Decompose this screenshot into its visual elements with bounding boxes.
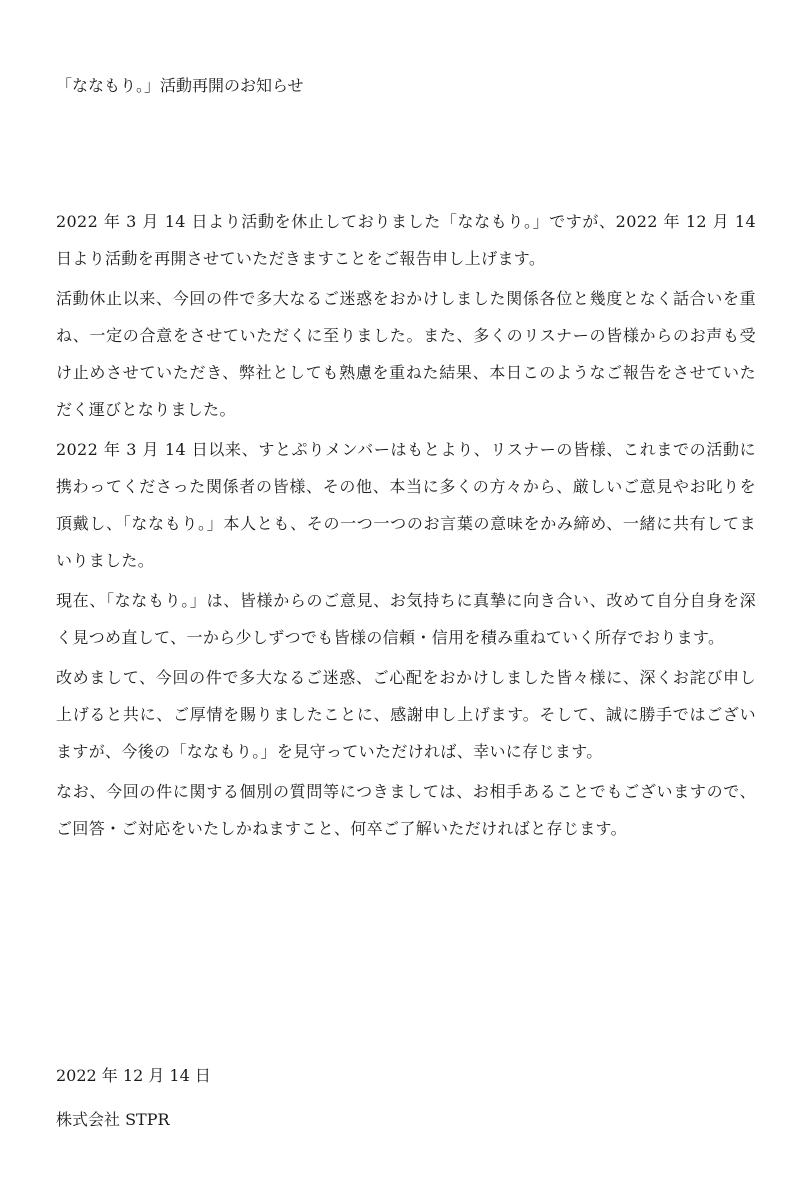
document-body	[56, 203, 756, 847]
document-title: 「ななもり。」活動再開のお知らせ	[56, 76, 304, 95]
paragraph-current-status: 現在、「ななもり。」は、皆様からのご意見、お気持ちに真摯に向き合い、改めて自分自身を深く見つめ直して、一から少しずつでも皆様の信頼・信用を積み重ねていく所存でおります。	[56, 591, 756, 647]
paragraph-resumption-announcement: 2022 年 3 月 14 日より活動を休止しておりました「ななもり。」ですが、2022 年 12 月 14 日より活動を再開させていただきますことをご報告申し上げます。	[56, 212, 756, 268]
paragraph-apology: 改めまして、今回の件で多大なるご迷惑、ご心配をおかけしました皆々様に、深くお詫び申し上げると共に、ご厚情を賜りましたことに、感謝申し上げます。そして、誠に勝手ではございますが、今後の「ななもり。」を見守っていただければ、幸いに存じます。	[56, 668, 756, 761]
paragraph-discussions: 活動休止以来、今回の件で多大なるご迷惑をおかけしました関係各位と幾度となく話合いを重ね、一定の合意をさせていただくに至りました。また、多くのリスナーの皆様からのお声も受け止めさせていただき、弊社としても熟慮を重ねた結果、本日このようなご報告をさせていただく運びとなりました。	[56, 289, 756, 419]
company-name: 株式会社 STPR	[56, 1110, 170, 1129]
paragraph-feedback: 2022 年 3 月 14 日以来、すとぷりメンバーはもとより、リスナーの皆様、これまでの活動に携わってくださった関係者の皆様、その他、本当に多くの方々から、厳しいご意見やお叱りを頂戴し、「ななもり。」本人とも、その一つ一つのお言葉の意味をかみ締め、一緒に共有してまいりました。	[56, 440, 756, 570]
paragraph-inquiries: なお、今回の件に関する個別の質問等につきましては、お相手あることでもございますので、ご回答・ご対応をいたしかねますこと、何卒ご了解いただければと存じます。	[56, 782, 756, 838]
document-date: 2022 年 12 月 14 日	[56, 1066, 211, 1085]
